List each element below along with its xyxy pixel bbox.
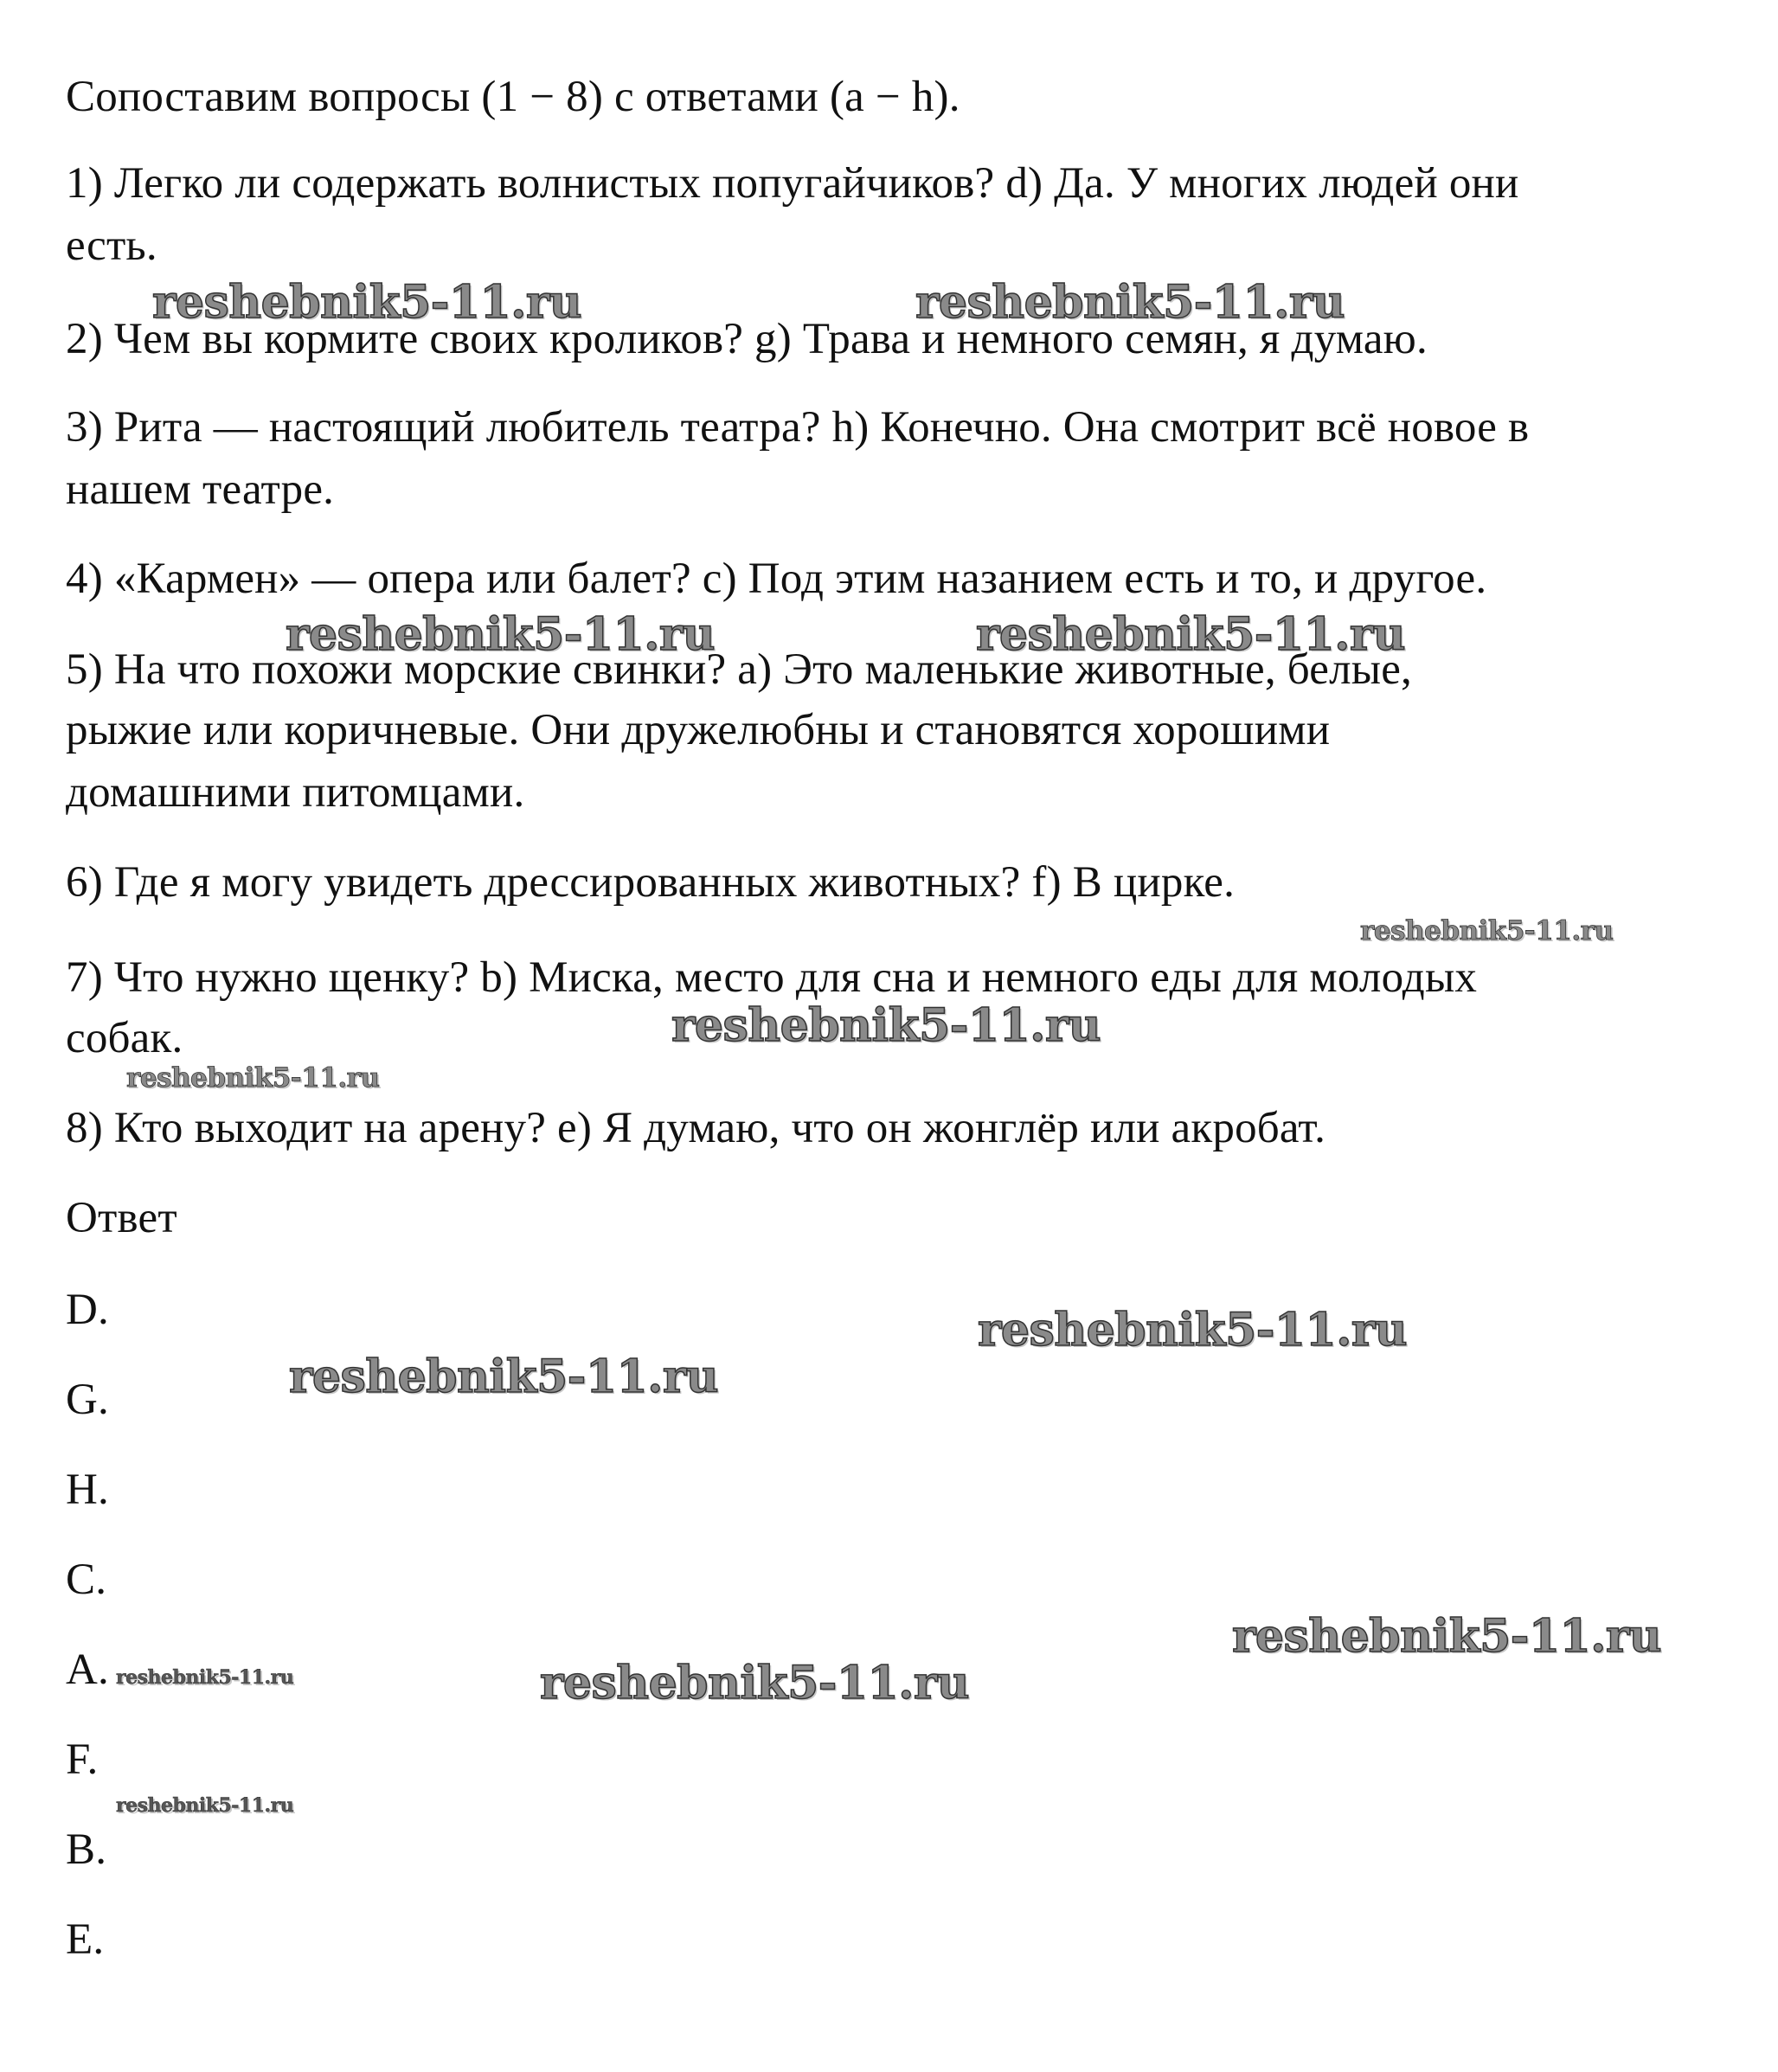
watermark: reshebnik5-11.ru [671, 999, 1101, 1052]
answer-label: Ответ [66, 1194, 177, 1242]
watermark: reshebnik5-11.ru [289, 1350, 719, 1403]
watermark: reshebnik5-11.ru [976, 608, 1406, 661]
watermark: reshebnik5-11.ru [978, 1304, 1408, 1357]
answer-7: B. [66, 1825, 107, 1874]
question-5-line-2: рыжие или коричневые. Они дружелюбны и становятся хорошими [66, 706, 1331, 754]
question-5-line-3: домашними питомцами. [66, 768, 525, 817]
question-2-line-1: 2) Чем вы кормите своих кроликов? g) Трава и немного семян, я думаю. [66, 315, 1428, 363]
watermark: reshebnik5-11.ru [152, 276, 582, 329]
watermark: reshebnik5-11.ru [1232, 1610, 1662, 1663]
answer-6: F. [66, 1735, 99, 1784]
question-7-line-2: собак. [66, 1014, 183, 1062]
answer-1: D. [66, 1286, 109, 1334]
question-4-line-1: 4) «Кармен» — опера или балет? c) Под этим назанием есть и то, и другое. [66, 555, 1487, 603]
watermark: reshebnik5-11.ru [540, 1657, 970, 1710]
answer-5: A. [66, 1645, 109, 1694]
question-5-line-1: 5) На что похожи морские свинки? a) Это маленькие животные, белые, [66, 645, 1412, 694]
answer-8: E. [66, 1915, 105, 1964]
question-7-line-1: 7) Что нужно щенку? b) Миска, место для сна и немного еды для молодых [66, 953, 1478, 1002]
intro-text: Сопоставим вопросы (1 − 8) с ответами (a − h). [66, 73, 960, 121]
watermark: reshebnik5-11.ru [286, 608, 716, 661]
question-8-line-1: 8) Кто выходит на арену? e) Я думаю, что он жонглёр или акробат. [66, 1104, 1326, 1152]
question-6-line-1: 6) Где я могу увидеть дрессированных животных? f) В цирке. [66, 858, 1236, 907]
watermark: reshebnik5-11.ru [116, 1666, 294, 1689]
answer-4: C. [66, 1556, 107, 1604]
watermark: reshebnik5-11.ru [1360, 915, 1614, 946]
watermark: reshebnik5-11.ru [915, 276, 1345, 329]
question-3-line-2: нашем театре. [66, 465, 335, 514]
answer-3: H. [66, 1466, 109, 1514]
watermark: reshebnik5-11.ru [116, 1794, 294, 1817]
question-1-line-2: есть. [66, 221, 157, 270]
question-1-line-1: 1) Легко ли содержать волнистых попугайчиков? d) Да. У многих людей они [66, 159, 1519, 208]
question-3-line-1: 3) Рита — настоящий любитель театра? h) Конечно. Она смотрит всё новое в [66, 403, 1530, 452]
answer-2: G. [66, 1376, 109, 1424]
watermark: reshebnik5-11.ru [126, 1062, 380, 1094]
